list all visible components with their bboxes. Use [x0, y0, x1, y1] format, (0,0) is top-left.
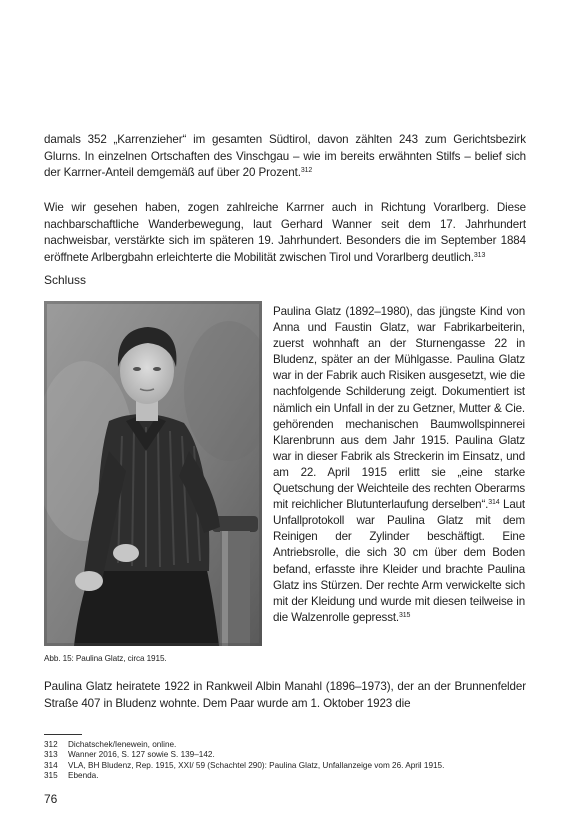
footnote-text: VLA, BH Bludenz, Rep. 1915, XXI/ 59 (Schachtel 290): Paulina Glatz, Unfallanzeige vom 26. April 1915. — [68, 760, 445, 770]
footnote-divider — [44, 734, 82, 735]
footnotes-list — [44, 740, 444, 782]
footnote-item — [44, 771, 444, 781]
footnote-number: 312 — [44, 740, 58, 749]
footnote-ref-314[interactable]: 314 — [488, 499, 500, 507]
footnote-text: Wanner 2016, S. 127 sowie S. 139–142. — [68, 750, 215, 760]
footnote-item — [44, 750, 444, 760]
portrait-photo — [44, 301, 262, 646]
portrait-illustration — [44, 301, 262, 646]
paragraph-1-text: damals 352 „Karrenzieher“ im gesamten Südtirol, davon zählten 243 zum Gerichtsbezirk Glurns. In einzelnen Ortschaften des Vinschgau – wie im bereits erwähnten Stilfs – belief sich der Karrner-Anteil demgemäß auf über 20 Prozent. — [44, 133, 526, 180]
footnote-item — [44, 740, 444, 750]
footnote-item — [44, 761, 444, 771]
footnote-ref-312[interactable]: 312 — [300, 167, 313, 175]
footnote-number: 314 — [44, 760, 58, 770]
footnote-text: Ebenda. — [68, 771, 99, 781]
side-paragraph — [273, 304, 525, 626]
side-text-part-2: Laut Unfallprotokoll war Paulina Glatz mit dem Reinigen der Zylinder beschäftigt. Eine Antriebsrolle, die sich 30 cm über dem Boden befand, erfasste ihre Kleider und brachte Paulina Glatz ins Stürzen. Der rechte Arm verwickelte sich mit der Kleidung und wurde mit diesen teilweise in die Walzenrolle gepresst. — [273, 498, 526, 624]
footnote-number: 315 — [44, 771, 58, 781]
page-number: 76 — [44, 792, 58, 806]
body-paragraph-1 — [44, 132, 526, 182]
continuation-paragraph: Paulina Glatz heiratete 1922 in Rankweil Albin Manahl (1896–1973), der an der Brunnenfelder Straße 407 in Bludenz wohnte. Dem Paar wurde am 1. Oktober 1923 die — [44, 680, 526, 710]
section-heading: Schluss — [44, 273, 87, 287]
footnote-text: Dichatschek/Ienewein, online. — [68, 740, 177, 749]
figure-caption: Abb. 15: Paulina Glatz, circa 1915. — [44, 654, 167, 663]
side-text-part-1: Paulina Glatz (1892–1980), das jüngste Kind von Anna und Faustin Glatz, war Fabrikarbeiterin, zuerst wohnhaft an der Sturnengasse 22 in Bludenz, später an der Mühlgasse. Paulina Glatz war in der Fabrik auch Risiken ausgesetzt, wie die nachfolgende Schilderung zeigt. Dokumentiert ist nämlich ein Unfall in der zu Getzner, Mutter & Cie. gehörenden mechanischen Baumwollspinnerei Klarenbrunn aus dem Jahr 1915. Paulina Glatz war in dieser Fabrik als Streckerin im Einsatz, und am 22. April 1915 erlitt sie „eine starke Quetschung der Weichteile des rechten Oberarms mit reichlicher Blutunterlaufung derselben“. — [273, 305, 525, 512]
footnote-number: 313 — [44, 750, 58, 760]
body-paragraph-2 — [44, 200, 526, 266]
footnote-ref-313[interactable]: 313 — [473, 251, 486, 259]
paragraph-2-text: Wie wir gesehen haben, zogen zahlreiche Karrner auch in Richtung Vorarlberg. Diese nachbarschaftliche Wanderbewegung, laut Gerhard Wanner seit dem 17. Jahrhundert nachweisbar, verstärkte sich im späteren 19. Jahrhundert. Besonders die im September 1884 eröffnete Arlbergbahn erleichterte die Mobilität zwischen Tirol und Vorarlberg deutlich. — [44, 201, 526, 264]
footnote-ref-315[interactable]: 315 — [399, 611, 411, 619]
